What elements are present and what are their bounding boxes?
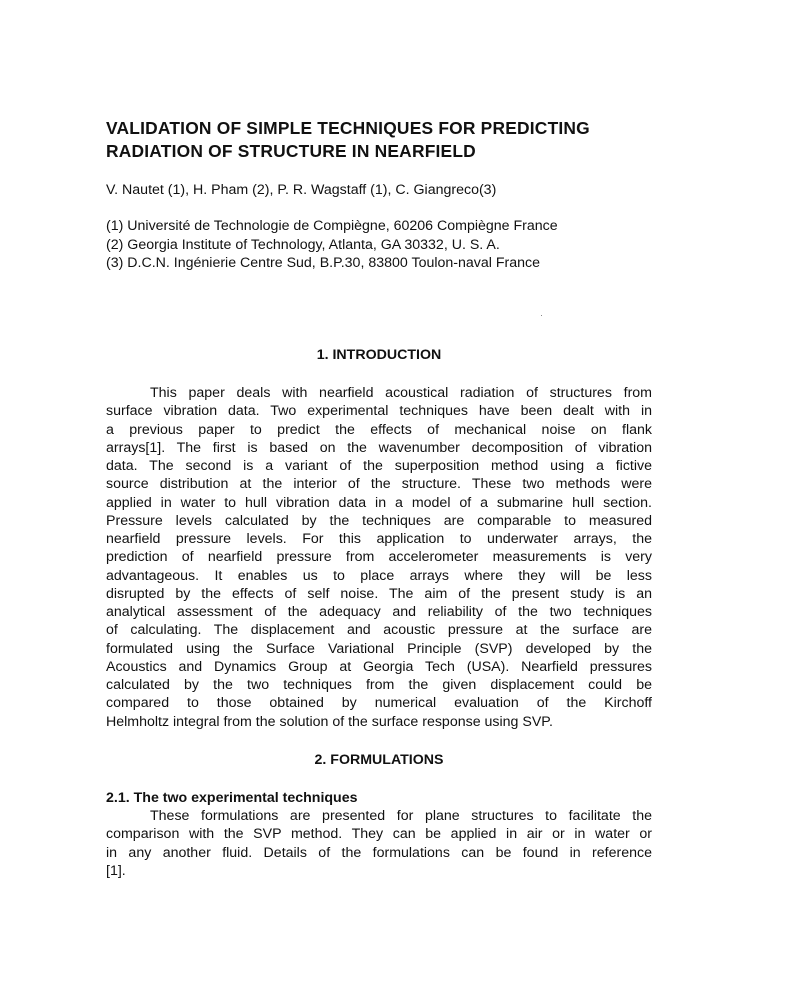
paragraph-line: [1]. [106,862,126,879]
scan-speck [541,315,542,316]
paragraph-line: compared to those obtained by numerical evaluation of the Kirchoff [106,695,652,712]
paragraph-line: applied in water to hull vibration data in a model of a submarine hull section. [106,494,652,511]
paragraph-line: source distribution at the interior of the structure. These two methods were [106,476,652,493]
paragraph-line: These formulations are presented for plane structures to facilitate the [150,808,652,824]
affiliation-list [106,217,558,273]
paragraph-line: calculated by the two techniques from the given displacement could be [106,677,652,693]
paragraph-line: advantageous. It enables us to place arrays where they will be less [106,567,652,584]
title-line: VALIDATION OF SIMPLE TECHNIQUES FOR PREDICTING [106,118,590,138]
affiliation-item: (3) D.C.N. Ingénierie Centre Sud, B.P.30, 83800 Toulon-naval France [106,255,541,271]
paragraph-line: a previous paper to predict the effects of mechanical noise on flank [106,421,652,438]
paragraph-line: disrupted by the effects of self noise. The aim of the present study is an [106,585,652,602]
paragraph-line: formulated using the Surface Variational Principle (SVP) developed by the [106,640,652,657]
paragraph-line: Helmholtz integral from the solution of the surface response using SVP. [106,713,553,730]
section-heading-formulations: 2. FORMULATIONS [314,752,444,768]
title-line: RADIATION OF STRUCTURE IN NEARFIELD [106,141,476,161]
paragraph-line: prediction of nearfield pressure from accelerometer measurements is very [106,549,652,566]
affiliation-item: (1) Université de Technologie de Compiègne, 60206 Compiègne France [106,218,558,234]
paragraph-line: Pressure levels calculated by the techniques are comparable to measured [106,512,652,529]
paragraph-line: analytical assessment of the adequacy and reliability of the two techniques [106,604,652,620]
formulations-paragraph [106,807,652,880]
affiliation-item: (2) Georgia Institute of Technology, Atlanta, GA 30332, U. S. A. [106,236,500,253]
paragraph-line: surface vibration data. Two experimental techniques have been dealt with in [106,403,652,420]
paragraph-line: nearfield pressure levels. For this application to underwater arrays, the [106,531,652,547]
paragraph-line: arrays[1]. The first is based on the wavenumber decomposition of vibration [106,439,652,456]
paragraph-line: of calculating. The displacement and acoustic pressure at the surface are [106,622,652,639]
paragraph-line: in any another fluid. Details of the formulations can be found in reference [106,844,652,861]
paragraph-line: Acoustics and Dynamics Group at Georgia Tech (USA). Nearfield pressures [106,658,652,675]
section-heading-introduction: 1. INTRODUCTION [316,347,442,363]
author-list: V. Nautet (1), H. Pham (2), P. R. Wagstaff (1), C. Giangreco(3) [106,182,497,198]
paragraph-line: data. The second is a variant of the superposition method using a fictive [106,458,652,474]
subsection-heading: 2.1. The two experimental techniques [106,790,358,806]
paragraph-line: comparison with the SVP method. They can be applied in air or in water or [106,826,652,843]
introduction-paragraph [106,384,652,731]
paragraph-line: This paper deals with nearfield acoustical radiation of structures from [150,385,652,401]
paper-title [106,117,666,163]
